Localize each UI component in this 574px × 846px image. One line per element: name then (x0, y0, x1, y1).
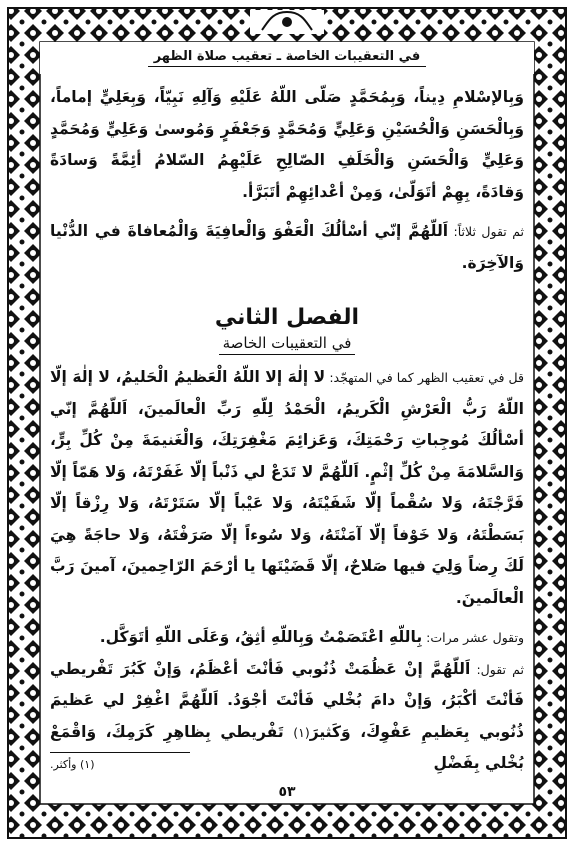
paragraph-5-text: اَللّهُمَّ إنْ عَظُمَتْ ذُنُوبي فَأنْتَ أعْظَمُ، وَإنْ كَبُرَ تَفْريطي فَأنْتَ أكْبَرُ، وَإنْ دامَ بُخْلي فَأنْتَ أجْوَدُ. اَللّهُمَّ اغْفِرْ لي عَظيمَ ذُنُوبي بِعَظيمِ عَفْوِكَ، وَكَثيرَ (50, 659, 524, 741)
paragraph-4 (50, 622, 524, 654)
section-subheading-text: في التعقيبات الخاصة (219, 334, 356, 355)
paragraph-3-text: لا إلٰهَ إلا اللّهُ الْعَظيمُ الْحَليمُ، لا إلٰهَ إلّا اللّهُ رَبُّ الْعَرْشِ الْكَريمُ، الْحَمْدُ لِلّهِ رَبِّ الْعالَمينَ، اَللّهُمَّ إنّي أسْألُكَ مُوجِباتِ رَحْمَتِكَ، وَعَزائِمَ مَغْفِرَتِكَ، وَالْغَنيمَةَ مِنْ كُلِّ بِرٍّ، وَالسَّلامَةَ مِنْ كُلِّ إثْمٍ. اَللّهُمَّ لا تَدَعْ لي ذَنْباً إلّا غَفَرْتَهُ، وَلا هَمّاً إلّا فَرَّجْتَهُ، وَلا سُقْماً إلّا شَفَيْتَهُ، وَلا عَيْباً إلّا سَتَرْتَهُ، وَلا رِزْقاً إلّا بَسَطْتَهُ، وَلا خَوْفاً إلّا آمَنْتَهُ، وَلا سُوءاً إلّا صَرَفْتَهُ، وَلا حاجَةً هِيَ لَكَ رِضاً وَلِيَ فيها صَلاحٌ، إلّا قَضَيْتَها يا أرْحَمَ الرّاحِمينَ، آمينَ رَبَّ الْعالَمينَ. (50, 368, 524, 607)
paragraph-2-text: اَللّهُمَّ إنّي أسْألُكَ الْعَفْوَ وَالْعافِيَةَ وَالْمُعافاةَ في الدُّنْيا وَالآخِرَة. (50, 222, 524, 272)
section-heading: الفصل الثاني (214, 305, 360, 330)
footnote: (١) وأكثر. (50, 758, 95, 771)
paragraph-5-continuation: تَفْريطي بِظاهِرِ كَرَمِكَ، وَاقْمَعْ بُخْلي بِفَضْلِ (50, 722, 524, 772)
section-subheading (50, 334, 524, 352)
header-title: في التعقيبات الخاصة ـ تعقيب صلاة الظهر (148, 49, 427, 67)
paragraph-5-intro: ثم تقول: (470, 661, 524, 677)
footnote-marker: (١) (293, 724, 310, 740)
page-number: ٥٣ (278, 784, 296, 800)
page-body (40, 42, 534, 804)
paragraph-4-text: بِاللّهِ اعْتَصَمْتُ وَبِاللّهِ أثِقُ، وَعَلَى اللّهِ أتَوَكَّل. (99, 628, 423, 646)
paragraph-4-intro: وتقول عشر مرات: (422, 630, 524, 645)
paragraph-2-intro: ثم تقول ثلاثاً: (448, 224, 525, 239)
footnote-divider (50, 752, 190, 753)
paragraph-2 (50, 216, 524, 279)
running-header (40, 42, 534, 74)
paragraph-3-intro: قل في تعقيب الظهر كما في المتهجّد: (325, 370, 524, 385)
paragraph-3 (50, 362, 524, 614)
paragraph-1: وَبِالإسْلامِ دِيناً، وَبِمُحَمَّدٍ صَلّى اللّهُ عَلَيْهِ وَآلِهِ نَبِيّاً، وَبِعَلِيٍّ إماماً، وَبِالْحَسَنِ وَالْحُسَيْنِ وَعَلِيٍّ وَمُحَمَّدٍ وَجَعْفَرٍ وَمُوسىٰ وَعَلِيٍّ وَمُحَمَّدٍ وَعَلِيٍّ وَالْحَسَنِ وَالْخَلَفِ الصّالِحِ عَلَيْهِمُ السّلامُ أئِمَّةً وَسادَةً وَقادَةً، بِهِمْ أتَوَلّىٰ، وَمِنْ أعْدائِهِمْ أتَبَرَّأ. (50, 88, 524, 201)
text-column (50, 82, 524, 780)
